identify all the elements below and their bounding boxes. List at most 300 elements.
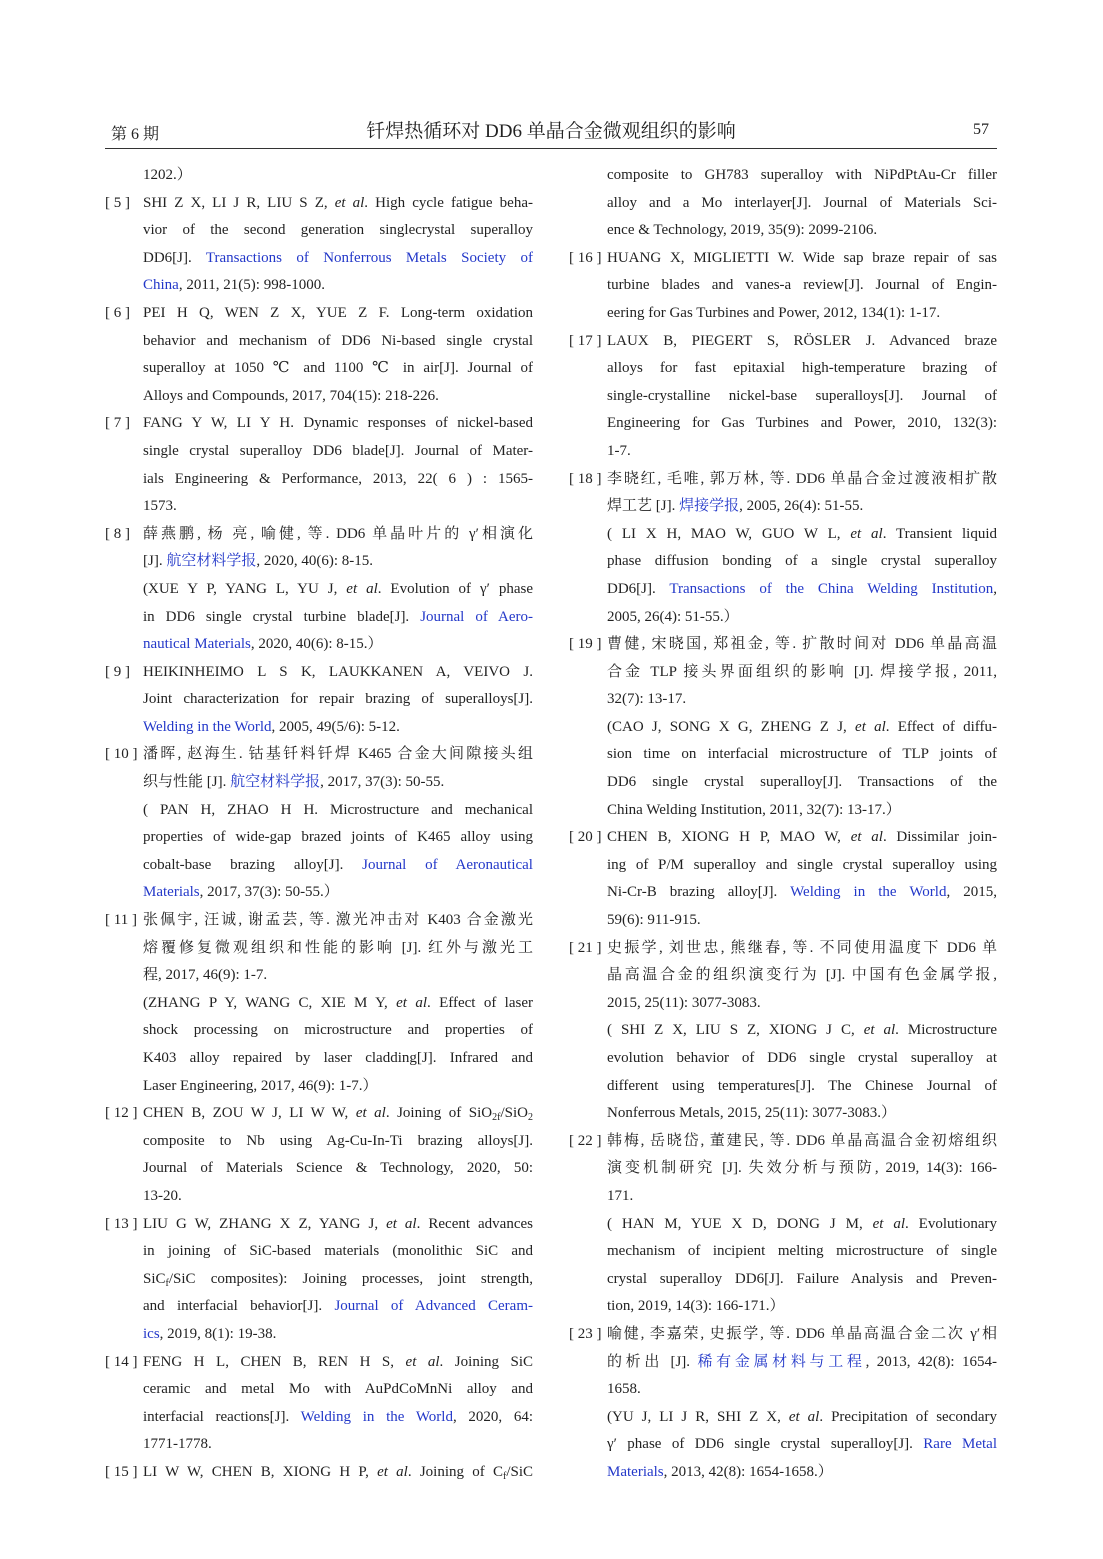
reference-text: [569, 824, 997, 852]
text-run: . Microstructure: [895, 1022, 998, 1039]
reference-text: [105, 383, 533, 411]
reference-text: [105, 879, 533, 907]
text-run: , 2005, 26(4): 51-55.: [739, 498, 864, 515]
text-run: 13-20.: [143, 1187, 182, 1204]
text-run: tion, 2019, 14(3): 166-171.）: [607, 1298, 785, 1315]
page-number: 57: [973, 121, 989, 138]
subscript: f: [502, 1470, 507, 1482]
reference-text: [569, 162, 997, 190]
reference-line: [105, 1238, 533, 1266]
reference-text: [105, 1128, 533, 1156]
reference-text: [569, 190, 997, 218]
reference-text: [569, 907, 997, 935]
reference-entry: [105, 300, 533, 410]
text-run: SiC: [143, 1270, 166, 1287]
text-run: and interfacial behavior[J].: [143, 1298, 335, 1315]
reference-text: [105, 1266, 533, 1294]
reference-text: [569, 1128, 997, 1156]
text-run: 1658.: [607, 1381, 641, 1398]
journal-link[interactable]: 航空材料学报: [230, 774, 321, 791]
reference-line: [105, 1183, 533, 1211]
text-run: 1202.）: [143, 167, 192, 183]
text-run: in joining of SiC-based materials (monolithic SiC and: [143, 1243, 533, 1260]
reference-line: [105, 714, 533, 742]
reference-text: [105, 1073, 533, 1101]
italic-text: et al: [396, 994, 427, 1011]
italic-text: et al: [788, 1408, 820, 1425]
reference-text: [569, 935, 997, 963]
reference-entry: [105, 1100, 533, 1210]
journal-link[interactable]: 稀有金属材料与工程: [697, 1353, 866, 1370]
reference-text: [569, 659, 997, 687]
reference-line: [569, 1183, 997, 1211]
journal-link[interactable]: Journal of Aeronautical: [362, 856, 533, 873]
reference-line: [105, 300, 533, 328]
text-run: Ni-Cr-B brazing alloy[J].: [607, 884, 791, 901]
reference-text: [105, 935, 533, 963]
reference-entry: [569, 328, 997, 466]
text-run: . Transient liquid: [882, 525, 998, 542]
running-title: 钎焊热循环对 DD6 单晶合金微观组织的影响: [366, 121, 736, 142]
text-run: Engineering for Gas Turbines and Power, 2010, 132(3):: [607, 415, 997, 432]
italic-text: et al: [334, 194, 365, 211]
journal-link[interactable]: Materials: [607, 1463, 664, 1480]
text-run: ence & Technology, 2019, 35(9): 2099-2106.: [607, 222, 878, 239]
reference-text: [105, 769, 533, 797]
reference-line: [569, 879, 997, 907]
journal-link[interactable]: Transactions of Nonferrous Metals Society of: [205, 249, 533, 266]
reference-text: [105, 1349, 533, 1377]
reference-line: [569, 190, 997, 218]
text-run: . Effect of laser: [427, 994, 533, 1011]
reference-line: [569, 1155, 997, 1183]
reference-text: [569, 604, 997, 632]
reference-number: [ 21 ]: [569, 939, 602, 956]
reference-text: [105, 466, 533, 494]
text-run: cobalt-base brazing alloy[J].: [143, 856, 363, 873]
reference-text: [105, 162, 533, 190]
reference-text: [569, 493, 997, 521]
text-run: sion time on interfacial microstructure of TLP joints of: [607, 746, 997, 763]
reference-line: [105, 493, 533, 521]
italic-text: et al: [872, 1215, 906, 1232]
reference-text: [569, 328, 997, 356]
reference-line: [105, 769, 533, 797]
reference-line: [569, 797, 997, 825]
text-run: 合金 TLP 接头界面组织的影响 [J]. 焊接学报, 2011,: [607, 663, 997, 680]
subscript: 2f: [492, 1112, 501, 1124]
reference-text: [105, 300, 533, 328]
text-run: phase diffusion bonding of a single crystal superalloy: [607, 553, 997, 570]
reference-text: [105, 245, 533, 273]
reference-line: [569, 1293, 997, 1321]
text-run: , 2019, 8(1): 19-38.: [159, 1325, 277, 1342]
text-run: 焊工艺 [J].: [607, 498, 680, 515]
italic-text: et al: [850, 829, 883, 846]
running-header: [105, 116, 997, 150]
reference-number: [ 11 ]: [105, 912, 137, 929]
text-run: 1771-1778.: [143, 1436, 212, 1453]
text-run: , 2017, 37(3): 50-55.: [320, 774, 445, 791]
reference-text: [569, 383, 997, 411]
reference-line: [569, 383, 997, 411]
reference-text: [569, 1073, 997, 1101]
reference-line: [569, 686, 997, 714]
reference-line: [105, 466, 533, 494]
reference-text: [105, 604, 533, 632]
text-run: Journal of Materials Science & Technology, 2020, 50:: [143, 1160, 533, 1177]
text-run: ials Engineering & Performance, 2013, 22( 6 ) : 1565-: [143, 470, 533, 487]
text-run: Nonferrous Metals, 2015, 25(11): 3077-3083.）: [607, 1105, 896, 1122]
journal-link[interactable]: nautical Materials: [143, 636, 251, 653]
reference-line: [105, 383, 533, 411]
text-run: . Evolution of γ′ phase: [377, 580, 533, 597]
reference-entry: [569, 162, 997, 245]
journal-link[interactable]: Welding in the World: [143, 718, 272, 735]
text-run: 的析出 [J].: [607, 1353, 698, 1370]
text-run: PEI H Q, WEN Z X, YUE Z F. Long-term oxidation: [143, 304, 533, 321]
reference-line: [105, 1266, 533, 1294]
text-run: LAUX B, PIEGERT S, RÖSLER J. Advanced braze: [607, 332, 997, 349]
reference-text: [105, 990, 533, 1018]
reference-line: [105, 1459, 533, 1487]
text-run: , 2020, 64:: [452, 1408, 533, 1425]
reference-text: [105, 1293, 533, 1321]
reference-text: [105, 410, 533, 438]
reference-line: [569, 272, 997, 300]
reference-text: [105, 1017, 533, 1045]
reference-line: [569, 1100, 997, 1128]
reference-text: [105, 797, 533, 825]
text-run: 59(6): 911-915.: [607, 912, 701, 929]
reference-line: [569, 576, 997, 604]
reference-column-right: [569, 162, 997, 1487]
journal-link[interactable]: Welding in the World: [790, 884, 947, 901]
reference-line: [105, 962, 533, 990]
text-run: , 2013, 42(8): 1654-1658.）: [663, 1463, 833, 1480]
reference-text: [569, 217, 997, 245]
reference-number: [ 9 ]: [105, 663, 130, 680]
reference-line: [105, 824, 533, 852]
text-run: eering for Gas Turbines and Power, 2012, 134(1): 1-17.: [607, 304, 941, 321]
reference-text: [569, 1349, 997, 1377]
reference-text: [105, 548, 533, 576]
reference-text: [569, 1431, 997, 1459]
reference-line: [105, 1100, 533, 1128]
italic-text: et al: [386, 1215, 417, 1232]
reference-text: [105, 631, 533, 659]
reference-text: [569, 1266, 997, 1294]
text-run: vior of the second generation singlecrystal superalloy: [143, 222, 533, 239]
text-run: DD6 single crystal superalloy[J]. Transactions of the: [607, 774, 997, 791]
reference-line: [569, 466, 997, 494]
text-run: Joint characterization for repair brazing of superalloys[J].: [143, 691, 533, 708]
text-run: 程, 2017, 46(9): 1-7.: [143, 967, 268, 984]
text-run: superalloy at 1050 ℃ and 1100 ℃ in air[J]. Journal of: [143, 360, 533, 377]
reference-text: [105, 493, 533, 521]
reference-line: [105, 328, 533, 356]
italic-text: et al: [377, 1463, 408, 1480]
reference-number: [ 8 ]: [105, 525, 130, 542]
reference-line: [569, 990, 997, 1018]
reference-number: [ 13 ]: [105, 1215, 138, 1232]
subscript: 2: [528, 1112, 534, 1124]
reference-entry: [105, 1211, 533, 1349]
reference-line: [105, 548, 533, 576]
reference-line: [569, 741, 997, 769]
text-run: composite to GH783 superalloy with NiPdPtAu-Cr filler: [607, 167, 997, 183]
reference-line: [569, 300, 997, 328]
reference-line: [569, 245, 997, 273]
text-run: in DD6 single crystal turbine blade[J].: [143, 608, 421, 625]
text-run: DD6[J].: [143, 249, 206, 266]
text-run: ,: [993, 580, 997, 597]
reference-entry: [105, 162, 533, 190]
reference-line: [569, 1431, 997, 1459]
reference-text: [569, 990, 997, 1018]
text-run: 韩梅, 岳晓岱, 董建民, 等. DD6 单晶高温合金初熔组织: [607, 1132, 997, 1149]
text-run: CHEN B, ZOU W J, LI W W,: [143, 1105, 356, 1122]
text-run: , 2011, 21(5): 998-1000.: [178, 277, 325, 294]
reference-text: [569, 466, 997, 494]
text-run: 晶高温合金的组织演变行为 [J]. 中国有色金属学报,: [607, 967, 997, 984]
reference-number: [ 20 ]: [569, 829, 602, 846]
reference-text: [105, 907, 533, 935]
reference-line: [569, 1211, 997, 1239]
reference-column-left: [105, 162, 533, 1487]
text-run: 32(7): 13-17.: [607, 691, 687, 708]
reference-text: [569, 1238, 997, 1266]
reference-text: [105, 1211, 533, 1239]
reference-entry: [105, 907, 533, 1100]
reference-line: [569, 1404, 997, 1432]
reference-entry: [569, 935, 997, 1128]
text-run: /SiC: [506, 1463, 533, 1480]
journal-link[interactable]: Materials: [143, 884, 200, 901]
text-run: FENG H L, CHEN B, REN H S,: [143, 1353, 406, 1370]
reference-entry: [569, 631, 997, 824]
text-run: 171.: [607, 1187, 634, 1204]
journal-link[interactable]: Rare Metal: [923, 1436, 997, 1453]
journal-link[interactable]: ics: [143, 1325, 160, 1342]
reference-line: [569, 1017, 997, 1045]
reference-number: [ 5 ]: [105, 194, 130, 211]
text-run: . Evolutionary: [905, 1215, 997, 1232]
text-run: 1-7.: [607, 442, 631, 459]
issue-number: 第 6 期: [111, 126, 160, 143]
text-run: 张佩宇, 汪诚, 谢孟芸, 等. 激光冲击对 K403 合金激光: [143, 912, 533, 929]
reference-number: [ 17 ]: [569, 332, 602, 349]
text-run: ing of P/M superalloy and single crystal superalloy using: [607, 856, 997, 873]
text-run: 1573.: [143, 498, 177, 515]
text-run: 2005, 26(4): 51-55.）: [607, 608, 739, 625]
text-run: 曹健, 宋晓国, 郑祖金, 等. 扩散时间对 DD6 单晶高温: [607, 636, 997, 653]
reference-number: [ 10 ]: [105, 746, 138, 763]
reference-text: [569, 852, 997, 880]
reference-text: [105, 962, 533, 990]
reference-number: [ 12 ]: [105, 1105, 138, 1122]
italic-text: et al: [405, 1353, 440, 1370]
reference-line: [569, 962, 997, 990]
reference-line: [105, 1349, 533, 1377]
reference-text: [105, 521, 533, 549]
reference-line: [569, 1376, 997, 1404]
reference-number: [ 19 ]: [569, 636, 602, 653]
reference-text: [569, 245, 997, 273]
reference-line: [105, 686, 533, 714]
reference-line: [105, 190, 533, 218]
reference-line: [569, 659, 997, 687]
italic-text: et al: [850, 525, 883, 542]
reference-number: [ 16 ]: [569, 249, 602, 266]
reference-entry: [105, 521, 533, 659]
reference-line: [105, 272, 533, 300]
reference-line: [105, 852, 533, 880]
reference-text: [569, 1155, 997, 1183]
italic-text: et al: [863, 1022, 896, 1039]
reference-line: [105, 935, 533, 963]
reference-line: [569, 1459, 997, 1487]
reference-text: [569, 1017, 997, 1045]
text-run: alloys for fast epitaxial high-temperature brazing of: [607, 360, 997, 377]
journal-link[interactable]: China: [143, 277, 179, 294]
text-run: Laser Engineering, 2017, 46(9): 1-7.）: [143, 1077, 378, 1094]
text-run: crystal superalloy DD6[J]. Failure Analysis and Preven-: [607, 1270, 997, 1287]
journal-link[interactable]: Journal of Advanced Ceram-: [334, 1298, 533, 1315]
reference-text: [105, 659, 533, 687]
reference-line: [569, 852, 997, 880]
text-run: HEIKINHEIMO L S K, LAUKKANEN A, VEIVO J.: [143, 663, 533, 680]
journal-link[interactable]: 焊接学报: [679, 498, 740, 515]
text-run: interfacial reactions[J].: [143, 1408, 301, 1425]
reference-entry: [569, 466, 997, 632]
reference-line: [105, 631, 533, 659]
reference-line: [569, 631, 997, 659]
text-run: 李晓红, 毛唯, 郭万林, 等. DD6 单晶合金过渡液相扩散: [607, 470, 997, 487]
reference-number: [ 23 ]: [569, 1325, 602, 1342]
text-run: /SiC composites): Joining processes, joint strength,: [168, 1270, 533, 1287]
reference-text: [105, 1238, 533, 1266]
reference-text: [569, 521, 997, 549]
reference-line: [105, 1376, 533, 1404]
journal-link[interactable]: Journal of Aero-: [420, 608, 533, 625]
text-run: [J].: [143, 553, 167, 570]
reference-text: [569, 1045, 997, 1073]
reference-text: [569, 714, 997, 742]
reference-line: [105, 659, 533, 687]
text-run: single-crystalline nickel-base superalloys[J]. Journal of: [607, 387, 997, 404]
reference-line: [105, 1293, 533, 1321]
reference-number: [ 22 ]: [569, 1132, 602, 1149]
text-run: ( LI X H, MAO W, GUO W L,: [607, 525, 851, 542]
reference-line: [105, 1431, 533, 1459]
reference-text: [569, 272, 997, 300]
text-run: CHEN B, XIONG H P, MAO W,: [607, 829, 851, 846]
text-run: mechanism of incipient melting microstructure of single: [607, 1243, 997, 1260]
reference-text: [569, 410, 997, 438]
reference-entry: [569, 245, 997, 328]
subscript: f: [165, 1277, 169, 1289]
text-run: 熔覆修复微观组织和性能的影响 [J]. 红外与激光工: [143, 939, 533, 956]
text-run: (YU J, LI J R, SHI Z X,: [607, 1408, 789, 1425]
reference-text: [569, 1100, 997, 1128]
text-run: LIU G W, ZHANG X Z, YANG J,: [143, 1215, 387, 1232]
text-run: LI W W, CHEN B, XIONG H P,: [143, 1463, 378, 1480]
reference-text: [569, 576, 997, 604]
reference-text: [569, 797, 997, 825]
reference-text: [105, 1376, 533, 1404]
text-run: . Effect of diffu-: [885, 718, 997, 735]
reference-text: [105, 272, 533, 300]
reference-text: [569, 1211, 997, 1239]
reference-number: [ 7 ]: [105, 415, 130, 432]
text-run: composite to Nb using Ag-Cu-In-Ti brazing alloys[J].: [143, 1132, 533, 1149]
reference-text: [105, 1045, 533, 1073]
reference-entry: [105, 1459, 533, 1487]
reference-text: [105, 1431, 533, 1459]
text-run: 织与性能 [J].: [143, 774, 231, 791]
reference-line: [569, 1045, 997, 1073]
text-run: . Joining SiC: [439, 1353, 534, 1370]
reference-entry: [105, 1349, 533, 1459]
text-run: , 2015,: [946, 884, 997, 901]
reference-text: [105, 741, 533, 769]
text-run: 潘晖, 赵海生. 钴基钎料钎焊 K465 合金大间隙接头组: [143, 746, 533, 763]
reference-line: [569, 907, 997, 935]
reference-text: [105, 686, 533, 714]
text-run: ( PAN H, ZHAO H H. Microstructure and mechanical: [143, 801, 533, 818]
journal-link[interactable]: 航空材料学报: [166, 553, 257, 570]
text-run: , 2017, 37(3): 50-55.）: [199, 884, 339, 901]
reference-text: [569, 769, 997, 797]
reference-line: [569, 824, 997, 852]
text-run: DD6[J].: [607, 580, 670, 597]
reference-text: [569, 741, 997, 769]
reference-text: [569, 300, 997, 328]
reference-line: [569, 217, 997, 245]
reference-line: [105, 1321, 533, 1349]
text-run: properties of wide-gap brazed joints of K465 alloy using: [143, 829, 533, 846]
reference-entry: [569, 824, 997, 934]
text-run: (CAO J, SONG X G, ZHENG Z J,: [607, 718, 856, 735]
reference-text: [569, 1376, 997, 1404]
reference-line: [569, 1073, 997, 1101]
reference-line: [569, 935, 997, 963]
reference-line: [105, 355, 533, 383]
reference-entry: [105, 190, 533, 300]
reference-line: [569, 769, 997, 797]
reference-line: [105, 576, 533, 604]
reference-number: [ 14 ]: [105, 1353, 138, 1370]
text-run: . Joining of SiO: [385, 1105, 493, 1122]
reference-line: [569, 328, 997, 356]
reference-number: [ 6 ]: [105, 304, 130, 321]
text-run: , 2013, 42(8): 1654-: [865, 1353, 997, 1370]
reference-entry: [569, 1321, 997, 1487]
reference-line: [105, 1155, 533, 1183]
reference-text: [105, 1321, 533, 1349]
italic-text: et al: [346, 580, 378, 597]
reference-line: [105, 1045, 533, 1073]
journal-link[interactable]: Transactions of the China Welding Institution: [669, 580, 994, 597]
text-run: (ZHANG P Y, WANG C, XIE M Y,: [143, 994, 397, 1011]
reference-text: [569, 1183, 997, 1211]
journal-link[interactable]: Welding in the World: [300, 1408, 453, 1425]
reference-entry: [105, 410, 533, 520]
text-run: ( HAN M, YUE X D, DONG J M,: [607, 1215, 873, 1232]
reference-line: [569, 604, 997, 632]
reference-text: [569, 879, 997, 907]
